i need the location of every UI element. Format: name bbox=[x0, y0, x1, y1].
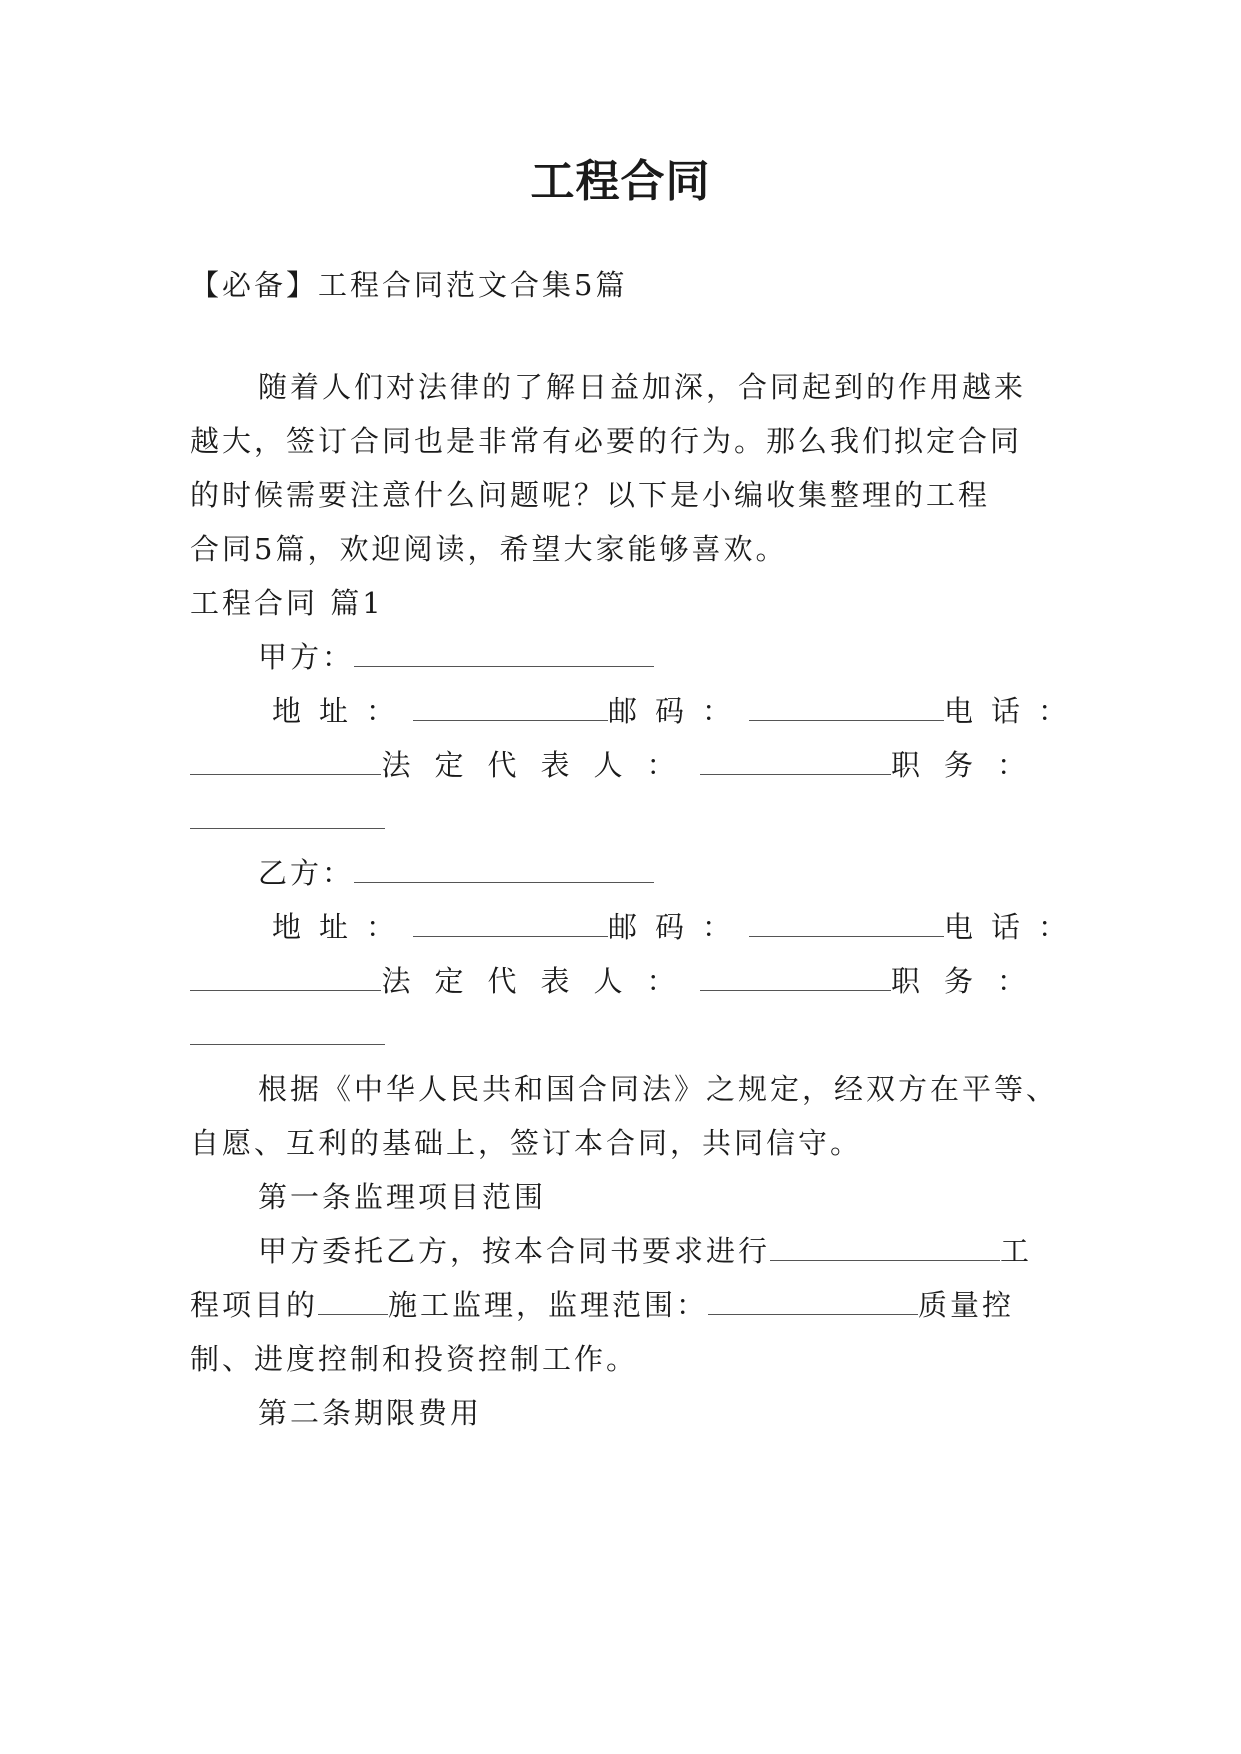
article1-line2-text-c: 质量控 bbox=[918, 1288, 1015, 1322]
party-a-phone-blank bbox=[190, 750, 381, 775]
party-b-label: 乙方： bbox=[258, 856, 355, 890]
project-name-blank bbox=[770, 1236, 1000, 1261]
party-a-blank bbox=[354, 642, 654, 667]
article1-line-1 bbox=[258, 1231, 1050, 1271]
party-b-position-label: 职务： bbox=[890, 964, 1050, 998]
article1-line-2 bbox=[190, 1285, 1050, 1325]
party-b-rep-row bbox=[190, 961, 1050, 1001]
scope-blank bbox=[708, 1290, 918, 1315]
party-b-phone-blank bbox=[190, 966, 381, 991]
party-b-postcode-blank bbox=[749, 912, 944, 937]
party-a-legal-rep-label: 法定代表人： bbox=[381, 748, 700, 782]
article1-line2-text-a: 程项目的 bbox=[190, 1288, 319, 1322]
party-a-legal-rep-blank bbox=[700, 750, 891, 775]
document-title: 工程合同 bbox=[530, 156, 711, 207]
party-a-address-label: 地址： bbox=[272, 694, 414, 728]
intro-line-2: 越大，签订合同也是非常有必要的行为。那么我们拟定合同 bbox=[190, 424, 1023, 458]
party-b-legal-rep-label: 法定代表人： bbox=[381, 964, 700, 998]
article1-heading: 第一条监理项目范围 bbox=[258, 1180, 547, 1214]
party-a-contact-row bbox=[272, 691, 1086, 731]
party-b-contact-row bbox=[272, 907, 1086, 947]
party-a-label: 甲方： bbox=[258, 640, 355, 674]
party-b-blank bbox=[354, 858, 654, 883]
party-a-phone-label: 电话： bbox=[944, 694, 1086, 728]
party-b-postcode-label: 邮码： bbox=[608, 910, 750, 944]
party-a-position-row bbox=[190, 799, 1050, 839]
party-b-position-row bbox=[190, 1015, 1050, 1055]
party-a-postcode-blank bbox=[749, 696, 944, 721]
intro-line-4: 合同5篇，欢迎阅读，希望大家能够喜欢。 bbox=[190, 532, 788, 566]
party-a-position-label: 职务： bbox=[890, 748, 1050, 782]
article1-line1-text: 甲方委托乙方，按本合同书要求进行 bbox=[258, 1234, 771, 1268]
party-b-address-label: 地址： bbox=[272, 910, 414, 944]
section-heading: 工程合同 篇1 bbox=[190, 586, 384, 620]
party-b-legal-rep-blank bbox=[700, 966, 891, 991]
party-b-row bbox=[258, 853, 1050, 893]
intro-line-3: 的时候需要注意什么问题呢？以下是小编收集整理的工程 bbox=[190, 478, 991, 512]
party-b-address-blank bbox=[413, 912, 608, 937]
party-a-row bbox=[258, 637, 1050, 677]
party-a-rep-row bbox=[190, 745, 1050, 785]
party-a-address-blank bbox=[413, 696, 608, 721]
article2-heading: 第二条期限费用 bbox=[258, 1396, 483, 1430]
article1-line1-end: 工 bbox=[1000, 1234, 1033, 1268]
phase-blank bbox=[318, 1290, 388, 1315]
party-b-position-blank bbox=[190, 1020, 385, 1045]
basis-line-1: 根据《中华人民共和国合同法》之规定，经双方在平等、 bbox=[258, 1072, 1059, 1106]
party-b-phone-label: 电话： bbox=[944, 910, 1086, 944]
article1-line2-text-b: 施工监理，监理范围： bbox=[388, 1288, 709, 1322]
intro-line-1: 随着人们对法律的了解日益加深，合同起到的作用越来 bbox=[258, 370, 1027, 404]
party-a-postcode-label: 邮码： bbox=[608, 694, 750, 728]
party-a-position-blank bbox=[190, 804, 385, 829]
basis-line-2: 自愿、互利的基础上，签订本合同，共同信守。 bbox=[190, 1126, 863, 1160]
article1-line-3: 制、进度控制和投资控制工作。 bbox=[190, 1342, 639, 1376]
document-subtitle: 【必备】工程合同范文合集5篇 bbox=[190, 268, 628, 302]
